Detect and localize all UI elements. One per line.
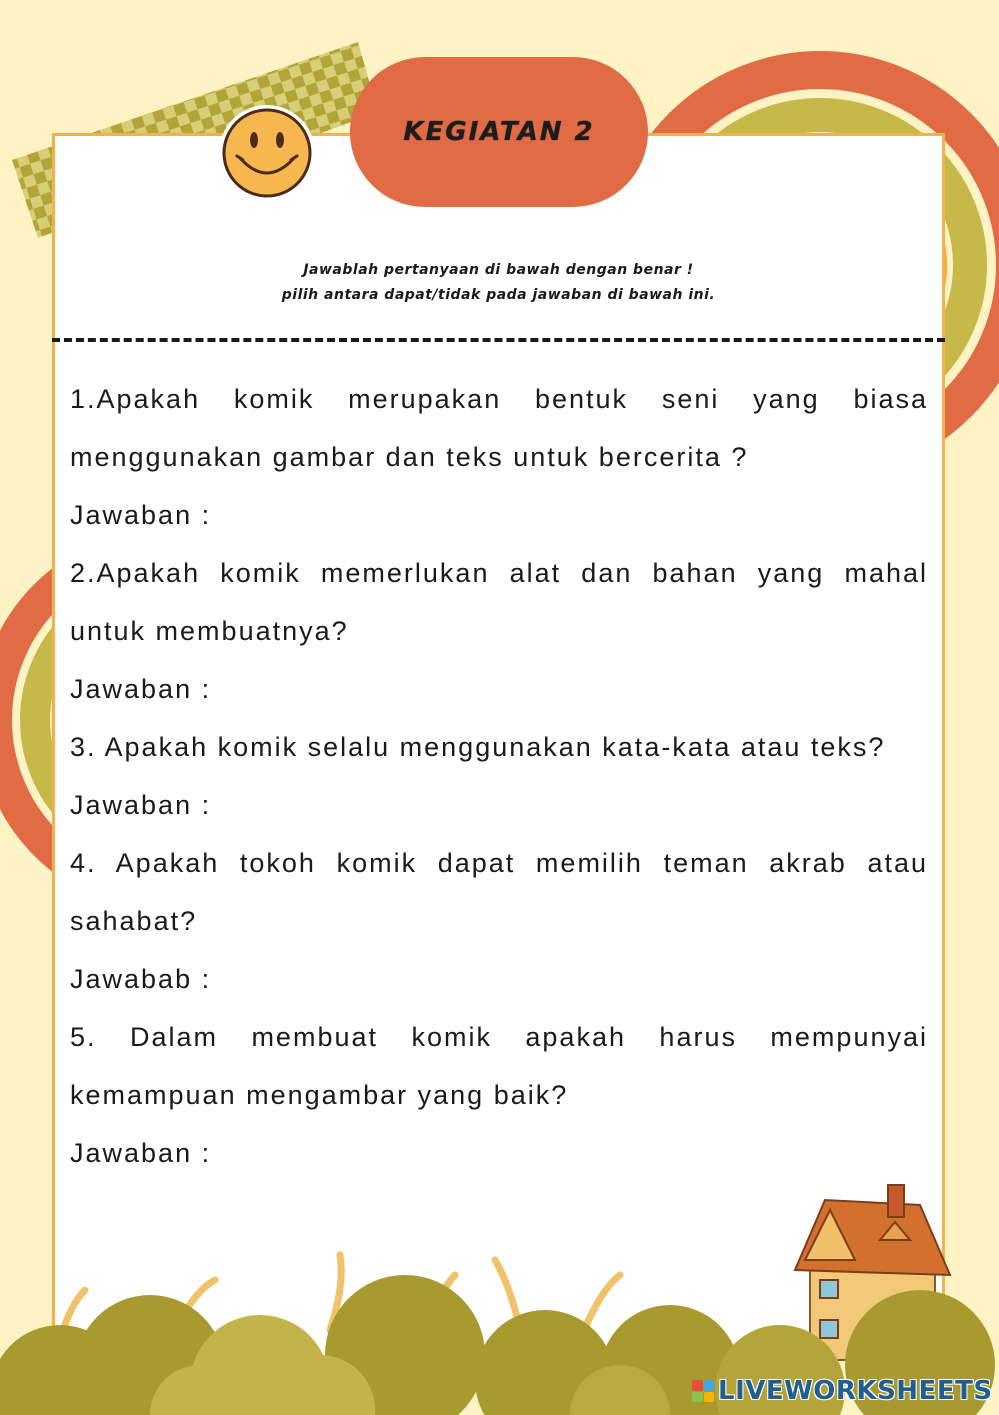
- smiley-icon: [216, 102, 318, 204]
- answer-label-3[interactable]: Jawaban :: [70, 790, 212, 820]
- logo-mark-icon: [692, 1380, 714, 1402]
- dashed-divider: [52, 338, 945, 342]
- question-5: 5. Dalam membuat komik apakah harus mempunyai kemampuan mengambar yang baik?: [70, 1022, 928, 1110]
- question-2: 2.Apakah komik memerlukan alat dan bahan yang mahal untuk membuatnya?: [70, 558, 928, 646]
- question-4: 4. Apakah tokoh komik dapat memilih teman akrab atau sahabat?: [70, 848, 928, 936]
- answer-label-4[interactable]: Jawabab :: [70, 964, 212, 994]
- question-1: 1.Apakah komik merupakan bentuk seni yang biasa menggunakan gambar dan teks untuk bercerita ?: [70, 384, 928, 472]
- instructions: [52, 258, 945, 308]
- answer-label-1[interactable]: Jawaban :: [70, 500, 212, 530]
- question-3: 3. Apakah komik selalu menggunakan kata-kata atau teks?: [70, 732, 886, 762]
- question-list: [70, 370, 928, 1182]
- liveworksheets-logo: [692, 1372, 993, 1410]
- answer-label-2[interactable]: Jawaban :: [70, 674, 212, 704]
- logo-text: LIVEWORKSHEETS: [718, 1376, 993, 1406]
- answer-label-5[interactable]: Jawaban :: [70, 1138, 212, 1168]
- title-banner: [350, 57, 648, 207]
- instruction-line-1: Jawablah pertanyaan di bawah dengan benar !: [303, 262, 694, 278]
- instruction-line-2: pilih antara dapat/tidak pada jawaban di bawah ini.: [281, 287, 716, 303]
- page-title: KEGIATAN 2: [403, 117, 595, 147]
